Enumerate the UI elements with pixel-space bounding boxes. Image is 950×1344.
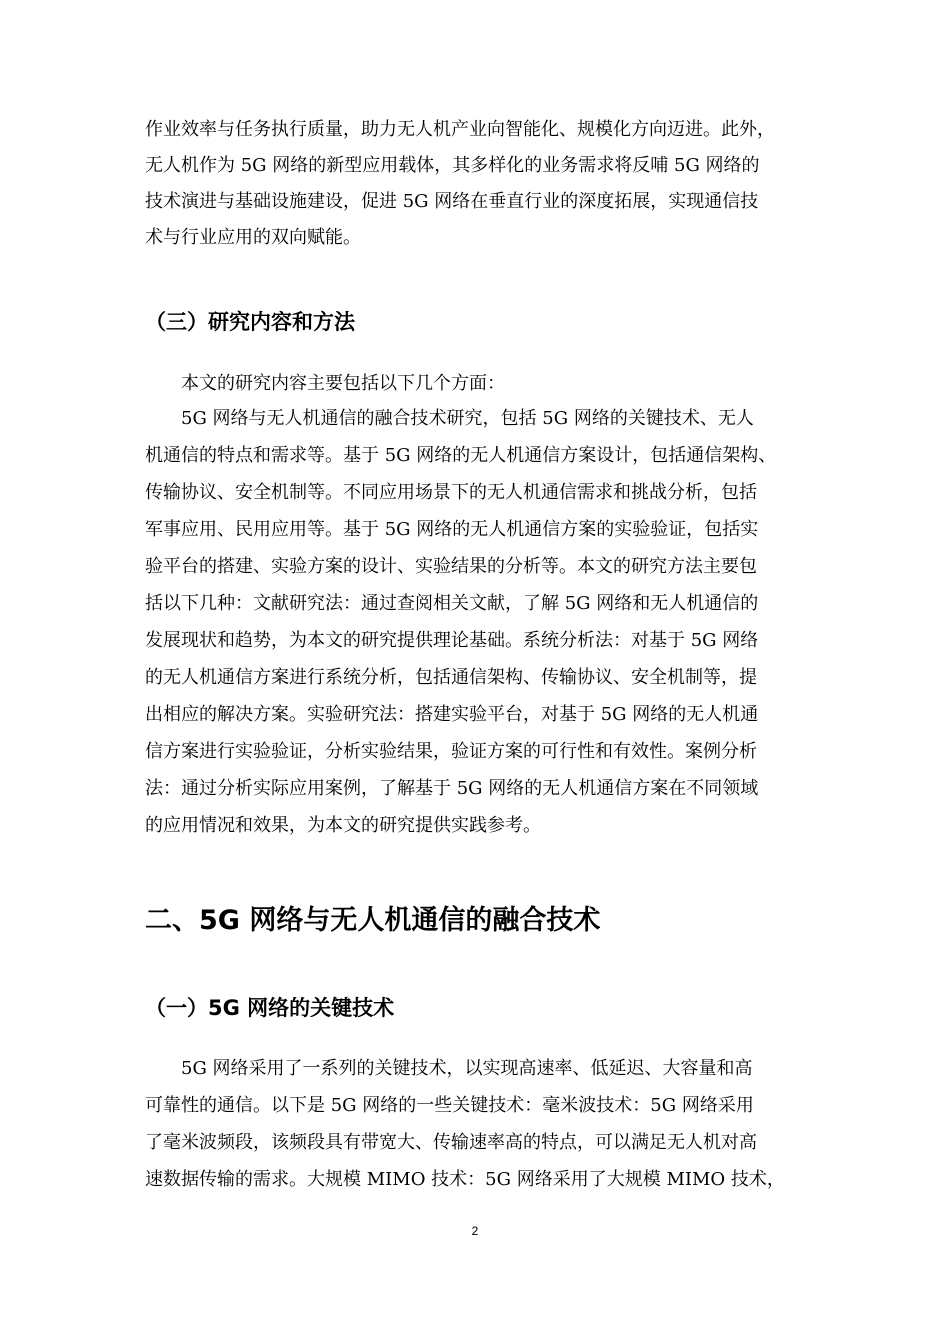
paragraph-line: 括以下几种：文献研究法：通过查阅相关文献，了解 5G 网络和无人机通信的 <box>145 593 759 614</box>
paragraph-line: 可靠性的通信。以下是 5G 网络的一些关键技术：毫米波技术：5G 网络采用 <box>145 1095 754 1116</box>
section-heading: （一）5G 网络的关键技术 <box>145 996 395 1020</box>
paragraph-line: 技术演进与基础设施建设，促进 5G 网络在垂直行业的深度拓展，实现通信技 <box>145 191 759 212</box>
paragraph-line: 5G 网络采用了一系列的关键技术，以实现高速率、低延迟、大容量和高 <box>181 1058 753 1079</box>
paragraph-line: 发展现状和趋势，为本文的研究提供理论基础。系统分析法：对基于 5G 网络 <box>145 630 759 651</box>
paragraph-line: 5G 网络与无人机通信的融合技术研究，包括 5G 网络的关键技术、无人 <box>181 408 754 429</box>
paragraph-line: 军事应用、民用应用等。基于 5G 网络的无人机通信方案的实验验证，包括实 <box>145 519 759 540</box>
paragraph-line: 信方案进行实验验证，分析实验结果，验证方案的可行性和有效性。案例分析 <box>145 741 757 762</box>
paragraph-line: 术与行业应用的双向赋能。 <box>145 227 361 248</box>
page-number: 2 <box>471 1224 479 1238</box>
paragraph-line: 的应用情况和效果，为本文的研究提供实践参考。 <box>145 815 541 836</box>
paragraph-line: 的无人机通信方案进行系统分析，包括通信架构、传输协议、安全机制等，提 <box>145 667 757 688</box>
paragraph-line: 速数据传输的需求。大规模 MIMO 技术：5G 网络采用了大规模 MIMO 技术， <box>145 1169 785 1190</box>
paragraph-line: 法：通过分析实际应用案例，了解基于 5G 网络的无人机通信方案在不同领域 <box>145 778 759 799</box>
intro-line: 本文的研究内容主要包括以下几个方面： <box>181 373 505 394</box>
paragraph-line: 出相应的解决方案。实验研究法：搭建实验平台，对基于 5G 网络的无人机通 <box>145 704 759 725</box>
paragraph-line: 了毫米波频段，该频段具有带宽大、传输速率高的特点，可以满足无人机对高 <box>145 1132 757 1153</box>
paragraph-line: 无人机作为 5G 网络的新型应用载体，其多样化的业务需求将反哺 5G 网络的 <box>145 155 760 176</box>
paragraph-line: 作业效率与任务执行质量，助力无人机产业向智能化、规模化方向迈进。此外， <box>145 119 775 140</box>
chapter-heading: 二、5G 网络与无人机通信的融合技术 <box>145 905 601 936</box>
section-heading: （三）研究内容和方法 <box>145 310 355 334</box>
paragraph-line: 机通信的特点和需求等。基于 5G 网络的无人机通信方案设计，包括通信架构、 <box>145 445 777 466</box>
paragraph-line: 验平台的搭建、实验方案的设计、实验结果的分析等。本文的研究方法主要包 <box>145 556 757 577</box>
paragraph-line: 传输协议、安全机制等。不同应用场景下的无人机通信需求和挑战分析，包括 <box>145 482 757 503</box>
